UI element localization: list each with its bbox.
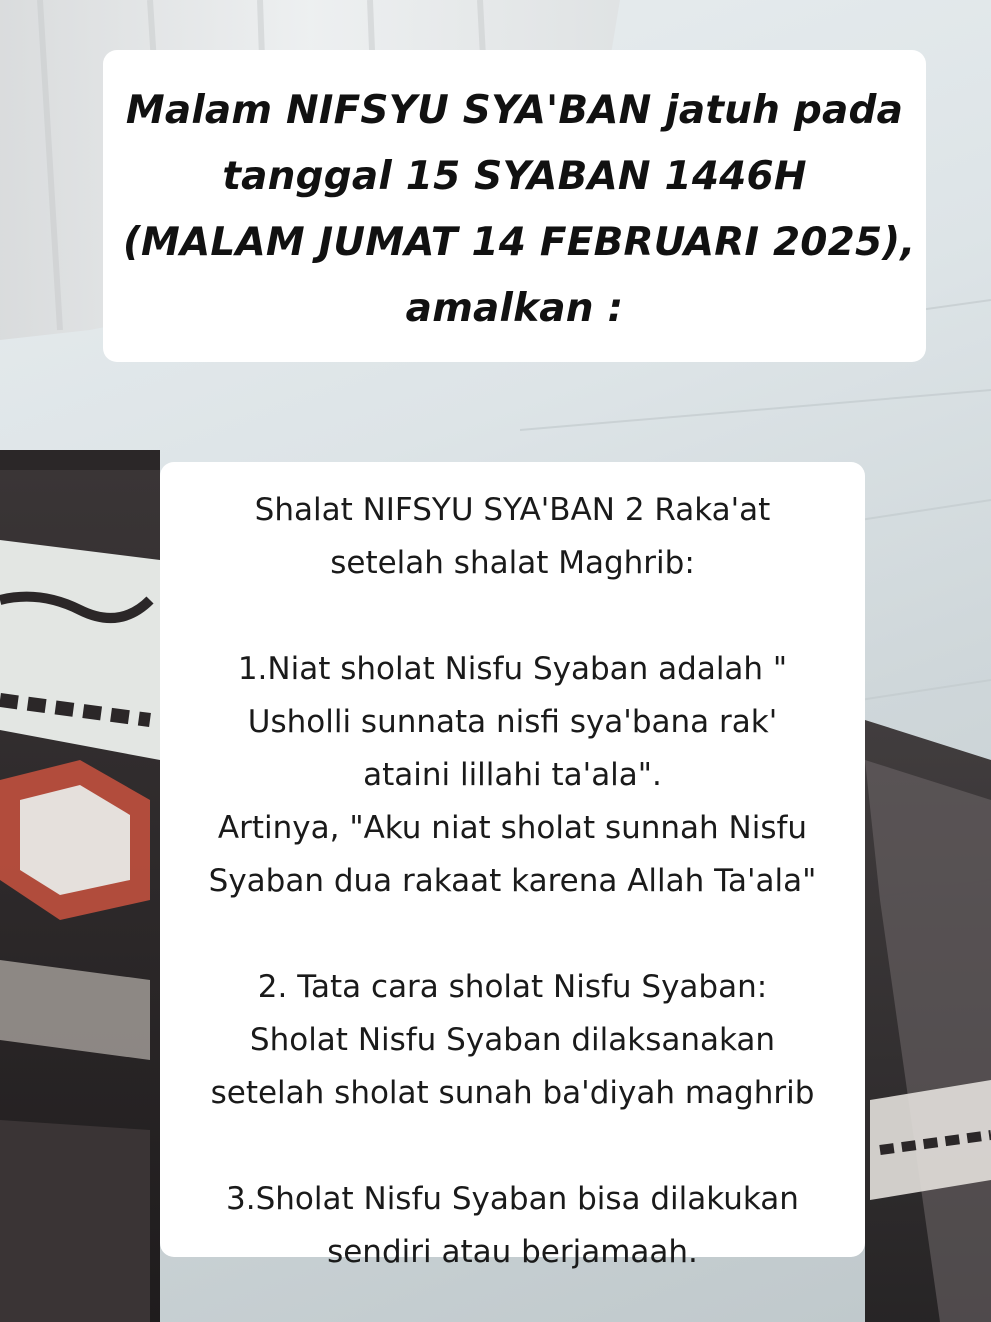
item-3-line: sendiri atau berjamaah. [327,1234,698,1270]
item-2-line: Sholat Nisfu Syaban dilaksanakan [249,1022,776,1058]
title-line-2: tanggal 15 SYABAN 1446H [222,154,807,199]
title-card [103,50,926,362]
title-line-4: amalkan : [405,286,624,331]
intro-line: Shalat NIFSYU SYA'BAN 2 Raka'at [254,492,771,528]
spacer [164,908,861,961]
intro-section [164,484,861,590]
item-1-line: Usholli sunnata nisfi sya'bana rak' [247,704,778,740]
spacer [164,1120,861,1173]
item-1-line: 1.Niat sholat Nisfu Syaban adalah " [237,651,788,687]
title-line-1: Malam NIFSYU SYA'BAN jatuh pada [125,88,904,133]
intro-line: setelah shalat Maghrib: [330,545,695,581]
item-1-line: ataini lillahi ta'ala". [363,757,662,793]
item-3-line: 3.Sholat Nisfu Syaban bisa dilakukan [226,1181,799,1217]
item-1-line: Artinya, "Aku niat sholat sunnah Nisfu [217,810,808,846]
title-line-3: (MALAM JUMAT 14 FEBRUARI 2025), [123,220,916,265]
item-1-section [164,643,861,908]
item-2-line: 2. Tata cara sholat Nisfu Syaban: [257,969,768,1005]
item-3-section [164,1173,861,1279]
item-2-line: setelah sholat sunah ba'diyah maghrib [210,1075,815,1111]
item-2-section [164,961,861,1120]
instructions-card [160,462,865,1270]
spacer [164,590,861,643]
item-1-line: Syaban dua rakaat karena Allah Ta'ala" [208,863,817,899]
